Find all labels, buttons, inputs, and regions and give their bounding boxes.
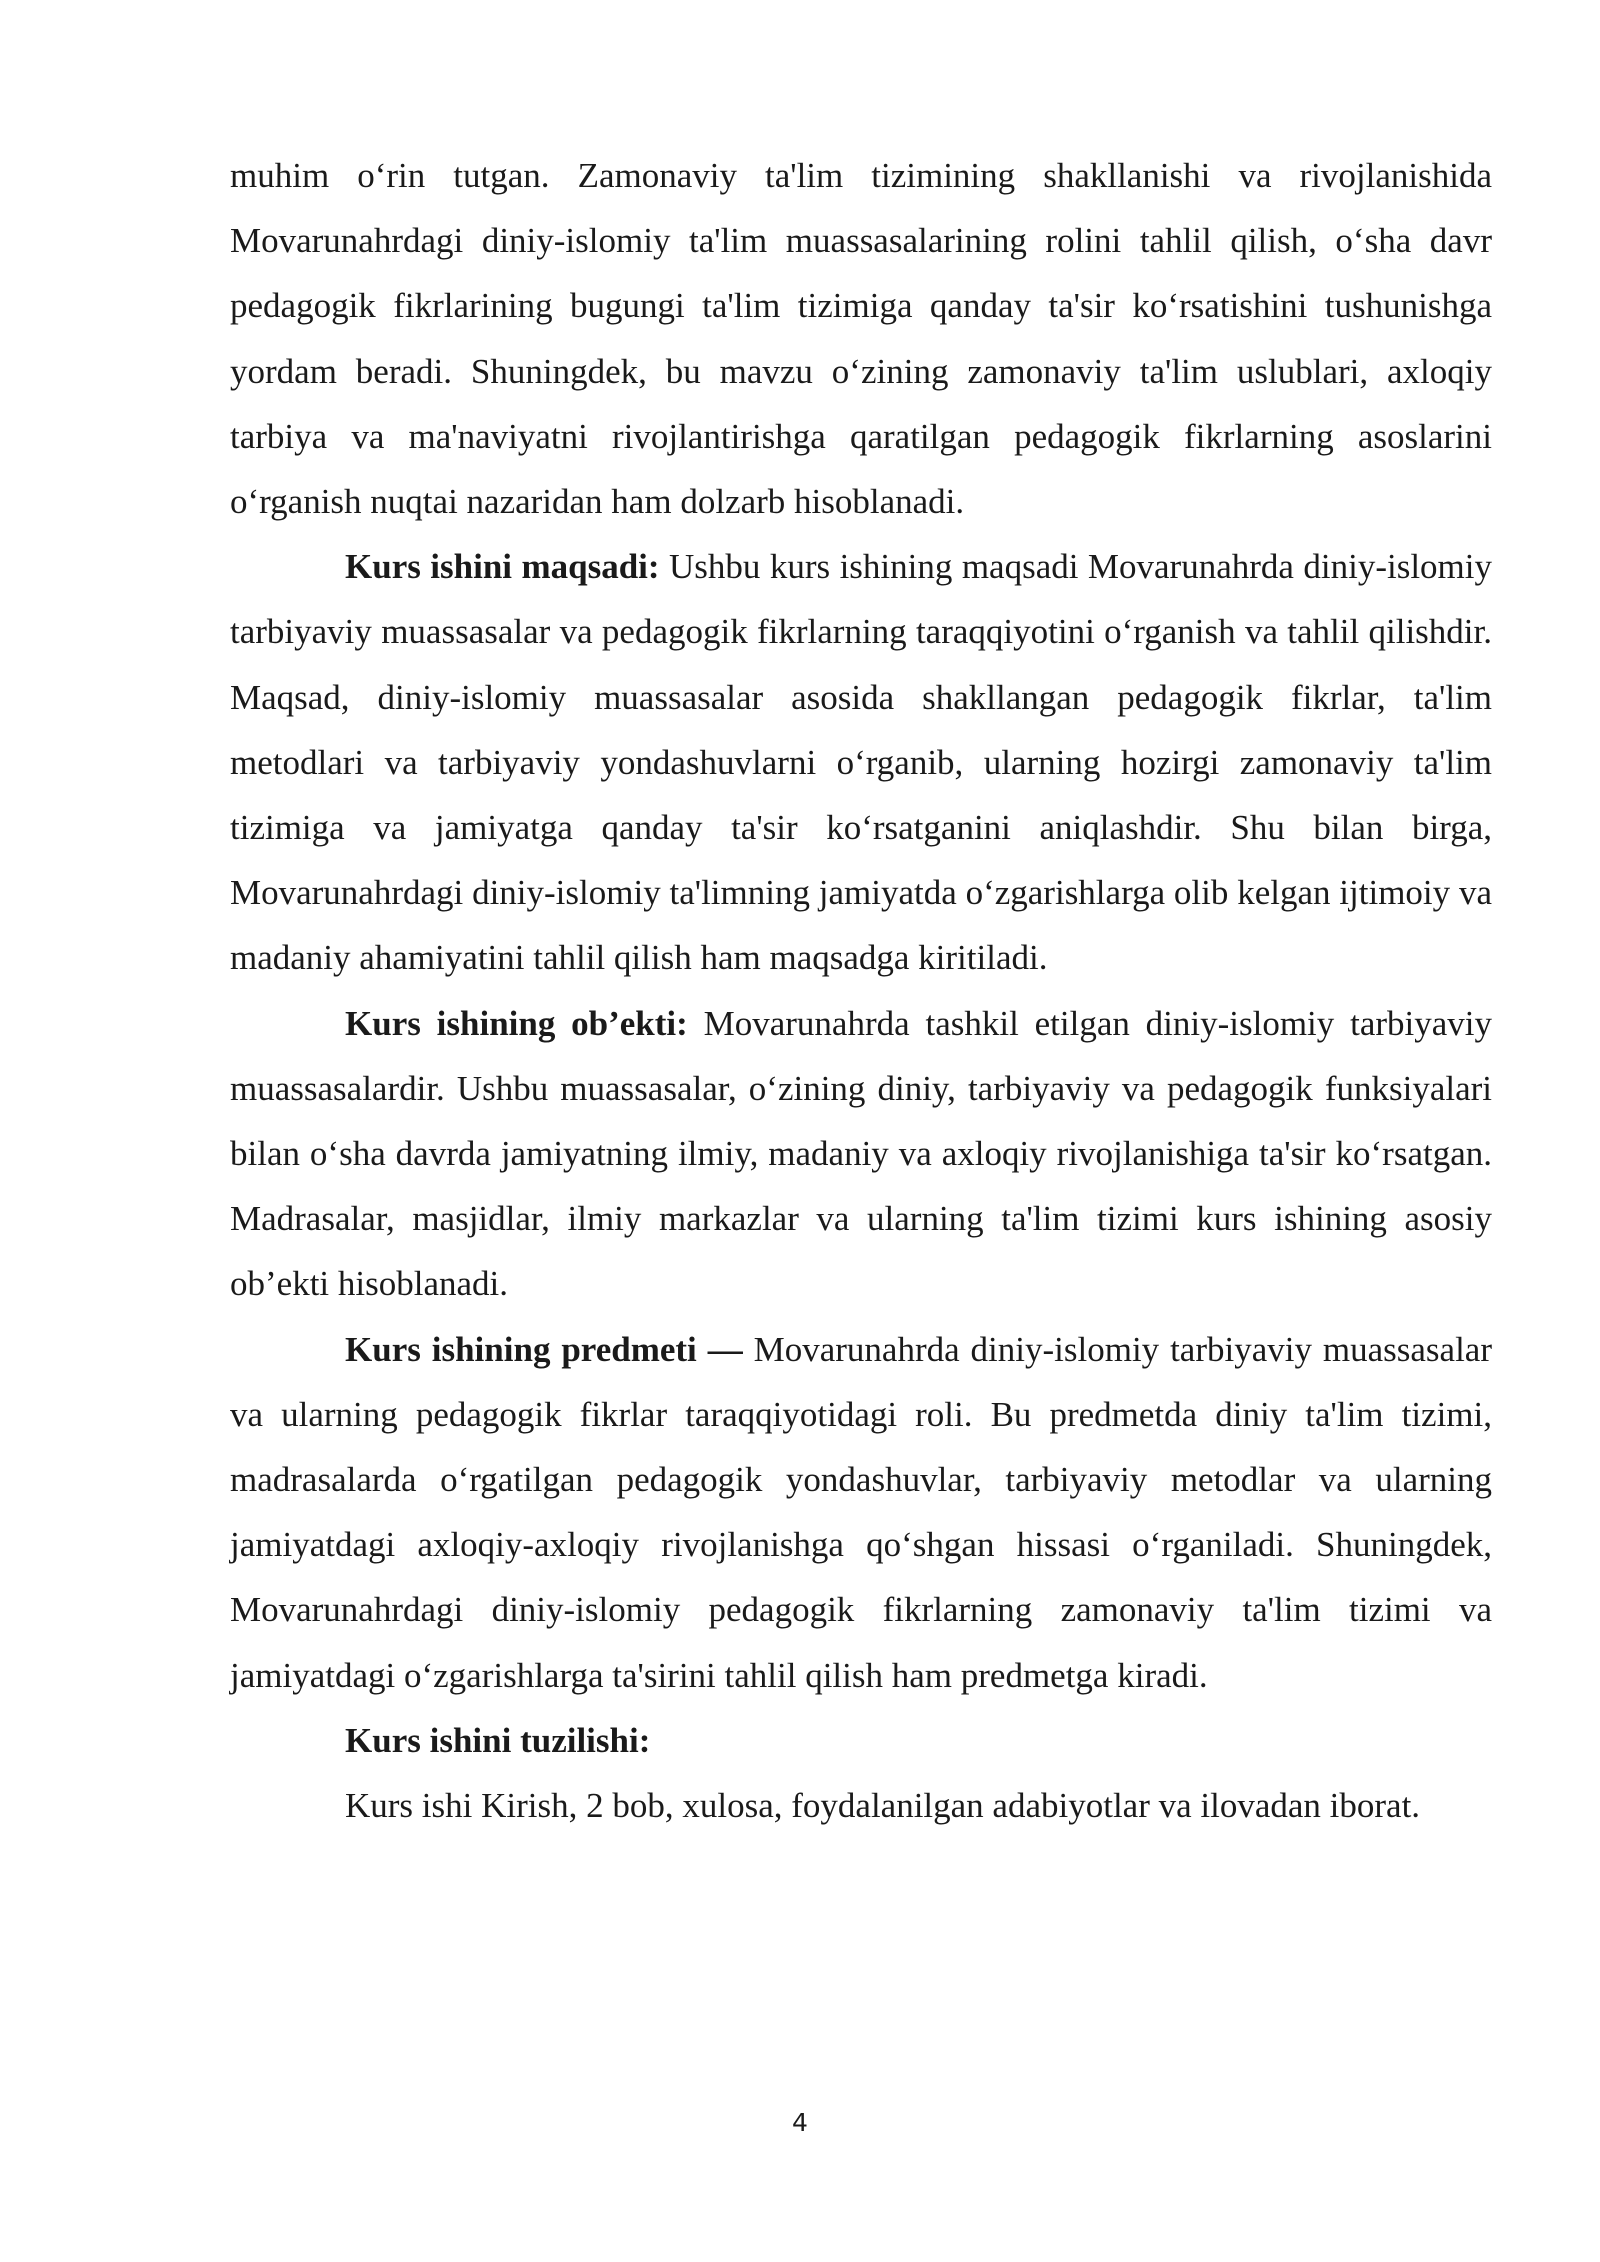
intro-paragraph bbox=[230, 143, 1492, 534]
page-number: 4 bbox=[792, 2108, 808, 2137]
goal-text: Ushbu kurs ishining maqsadi Movarunahrda diniy-islomiy tarbiyaviy muassasalar va pedagogik fikrlarning taraqqiyotini o‘rganish va tahlil qilishdir. Maqsad, diniy-islomiy muassasalar asosida shakllangan pedagogik fikrlar, ta'lim metodlari va tarbiyaviy yondashuvlarni o‘rganib, ularning hozirgi zamonaviy ta'lim tizimiga va jamiyatga qanday ta'sir ko‘rsatganini aniqlashdir. Shu bilan birga, Movarunahrdagi diniy-islomiy ta'limning jamiyatda o‘zgarishlarga olib kelgan ijtimoiy va madaniy ahamiyatini tahlil qilish ham maqsadga kiritiladi. bbox=[230, 547, 1493, 978]
goal-paragraph bbox=[230, 534, 1492, 990]
intro-text: muhim o‘rin tutgan. Zamonaviy ta'lim tizimining shakllanishi va rivojlanishida Movarunahrdagi diniy-islomiy ta'lim muassasalarining rolini tahlil qilish, o‘sha davr pedagogik fikrlarining bugungi ta'lim tizimiga qanday ta'sir ko‘rsatishini tushunishga yordam beradi. Shuningdek, bu mavzu o‘zining zamonaviy ta'lim uslublari, axloqiy tarbiya va ma'naviyatni rivojlantirishga qaratilgan pedagogik fikrlarning asoslarini o‘rganish nuqtai nazaridan ham dolzarb hisoblanadi. bbox=[230, 156, 1492, 522]
object-text: Movarunahrda tashkil etilgan diniy-islomiy tarbiyaviy muassasalardir. Ushbu muassasalar, o‘zining diniy, tarbiyaviy va pedagogik funksiyalari bilan o‘sha davrda jamiyatning ilmiy, madaniy va axloqiy rivojlanishiga ta'sir ko‘rsatgan. Madrasalar, masjidlar, ilmiy markazlar va ularning ta'lim tizimi kurs ishining asosiy ob’ekti hisoblanadi. bbox=[230, 1003, 1492, 1304]
subject-paragraph bbox=[230, 1317, 1492, 1708]
subject-label: Kurs ishining predmeti — bbox=[345, 1329, 743, 1369]
goal-label: Kurs ishini maqsadi: bbox=[345, 547, 660, 587]
structure-text: Kurs ishi Kirish, 2 bob, xulosa, foydalanilgan adabiyotlar va ilovadan iborat. bbox=[345, 1786, 1421, 1826]
object-label: Kurs ishining ob’ekti: bbox=[345, 1003, 688, 1043]
document-body bbox=[230, 143, 1492, 1838]
structure-heading: Kurs ishini tuzilishi: bbox=[345, 1720, 651, 1760]
structure-paragraph bbox=[230, 1773, 1492, 1838]
object-paragraph bbox=[230, 991, 1492, 1317]
subject-text: Movarunahrda diniy-islomiy tarbiyaviy muassasalar va ularning pedagogik fikrlar taraqqiyotidagi roli. Bu predmetda diniy ta'lim tizimi, madrasalarda o‘rgatilgan pedagogik yondashuvlar, tarbiyaviy metodlar va ularning jamiyatdagi axloqiy-axloqiy rivojlanishga qo‘shgan hissasi o‘rganiladi. Shuningdek, Movarunahrdagi diniy-islomiy pedagogik fikrlarning zamonaviy ta'lim tizimi va jamiyatdagi o‘zgarishlarga ta'sirini tahlil qilish ham predmetga kiradi. bbox=[230, 1329, 1492, 1695]
